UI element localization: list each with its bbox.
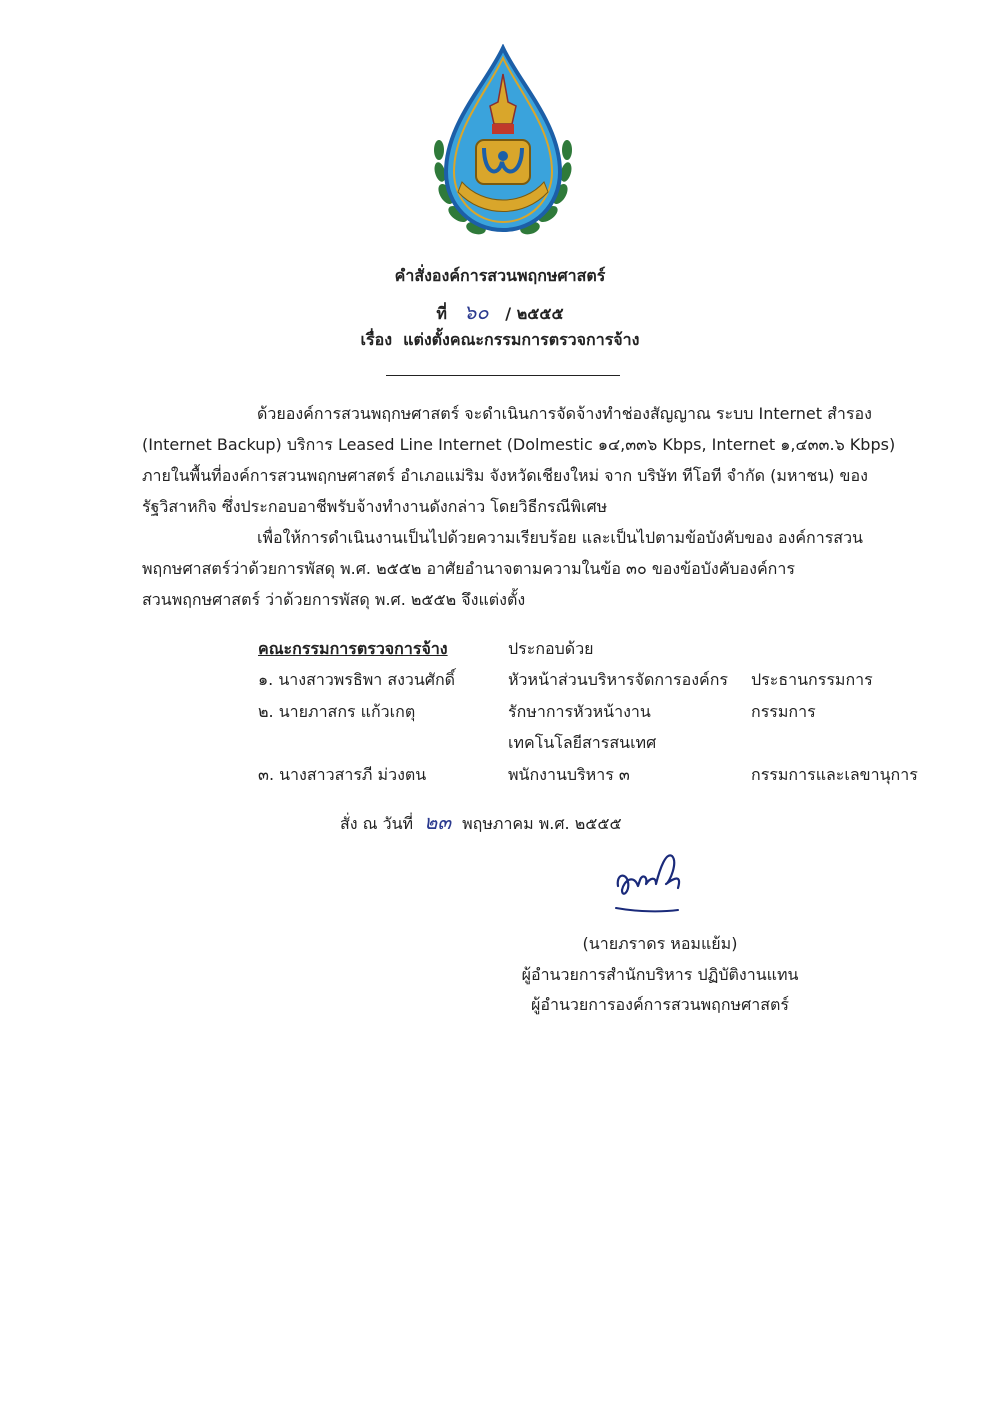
number-prefix: ที่ xyxy=(436,304,447,323)
title-divider xyxy=(386,375,620,376)
paragraph-line: สวนพฤกษศาสตร์ ว่าด้วยการพัสดุ พ.ศ. ๒๕๕๒ จึงแต่งตั้ง xyxy=(142,590,526,609)
signatory-title-line2: ผู้อำนวยการองค์การสวนพฤกษศาสตร์ xyxy=(531,995,789,1014)
date-month-year: พฤษภาคม พ.ศ. ๒๕๕๕ xyxy=(462,814,622,833)
committee-comprises-label: ประกอบด้วย xyxy=(508,639,594,658)
subject-text: แต่งตั้งคณะกรรมการตรวจการจ้าง xyxy=(403,330,640,349)
member-name: ๑. นางสาวพรธิพา สงวนศักดิ์ xyxy=(258,670,456,689)
order-title: คำสั่งองค์การสวนพฤกษศาสตร์ xyxy=(394,266,606,285)
date-line xyxy=(340,806,622,838)
committee-heading: คณะกรรมการตรวจการจ้าง xyxy=(258,639,448,658)
member-name: ๒. นายภาสกร แก้วเกตุ xyxy=(258,702,416,721)
member-role: กรรมการ xyxy=(751,702,816,721)
signatory-name: (นายภราดร หอมแย้ม) xyxy=(582,934,738,953)
order-number-handwritten: ๖๐ xyxy=(463,300,489,324)
member-position: หัวหน้าส่วนบริหารจัดการองค์กร xyxy=(508,670,728,689)
paragraph-line: (Internet Backup) บริการ Leased Line Internet (Dolmestic ๑๔,๓๓๖ Kbps, Internet ๑,๔๓๓.๖ Kbps) xyxy=(142,435,896,454)
member-position: พนักงานบริหาร ๓ xyxy=(508,765,630,784)
subject-line xyxy=(0,328,1000,353)
paragraph-line: ภายในพื้นที่องค์การสวนพฤกษศาสตร์ อำเภอแม่ริม จังหวัดเชียงใหม่ จาก บริษัท ทีโอที จำกัด (มหาชน) ของ xyxy=(142,466,868,485)
signatory-title-line1: ผู้อำนวยการสำนักบริหาร ปฏิบัติงานแทน xyxy=(521,965,799,984)
subject-prefix: เรื่อง xyxy=(360,330,392,349)
member-role: ประธานกรรมการ xyxy=(751,670,873,689)
paragraph-line: เพื่อให้การดำเนินงานเป็นไปด้วยความเรียบร้อย และเป็นไปตามข้อบังคับของ องค์การสวน xyxy=(257,528,863,547)
date-day-handwritten: ๒๓ xyxy=(424,810,452,834)
member-name: ๓. นางสาวสารภี ม่วงตน xyxy=(258,765,427,784)
handwritten-signature xyxy=(612,838,692,918)
member-role: กรรมการและเลขานุการ xyxy=(751,765,918,784)
order-number-line xyxy=(0,296,1000,328)
date-prefix: สั่ง ณ วันที่ xyxy=(340,814,414,833)
member-position: รักษาการหัวหน้างาน xyxy=(508,702,651,721)
paragraph-line: รัฐวิสาหกิจ ซึ่งประกอบอาชีพรับจ้างทำงานดังกล่าว โดยวิธีกรณีพิเศษ xyxy=(142,497,608,516)
emblem-icon xyxy=(428,44,578,240)
number-suffix: / ๒๕๕๕ xyxy=(505,304,564,323)
paragraph-1 xyxy=(142,398,912,522)
paragraph-line: พฤกษศาสตร์ว่าด้วยการพัสดุ พ.ศ. ๒๕๕๒ อาศัยอำนาจตามความในข้อ ๓๐ ของข้อบังคับองค์การ xyxy=(142,559,795,578)
paragraph-line: ด้วยองค์การสวนพฤกษศาสตร์ จะดำเนินการจัดจ้างทำช่องสัญญาณ ระบบ Internet สำรอง xyxy=(257,404,872,423)
member-position-continued: เทคโนโลยีสารสนเทศ xyxy=(508,733,657,752)
paragraph-2 xyxy=(142,522,912,615)
